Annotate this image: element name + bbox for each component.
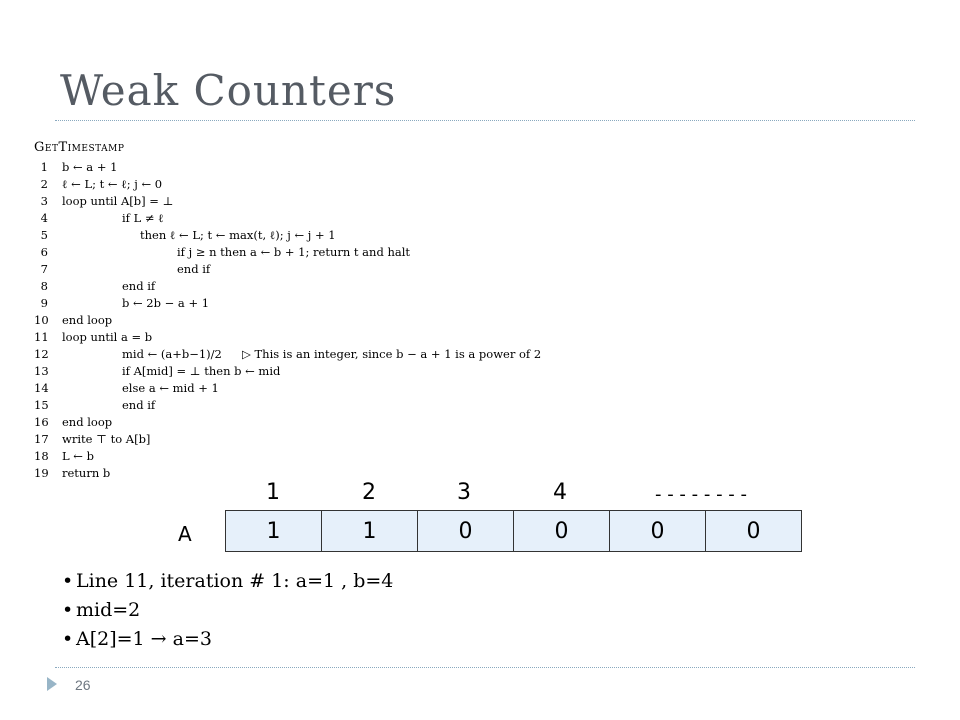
- code-line: [34, 397, 156, 414]
- code-text: end if: [177, 262, 211, 276]
- line-number: 2: [40, 177, 48, 191]
- code-text: b ← 2b − a + 1: [122, 296, 210, 310]
- code-text: return b: [62, 466, 111, 480]
- array-index-ellipsis: - - - - - - - -: [655, 484, 748, 505]
- array-cell: 0: [514, 511, 610, 551]
- line-number: 14: [34, 381, 49, 395]
- code-line: [34, 414, 124, 431]
- code-text: if A[mid] = ⊥ then b ← mid: [122, 364, 281, 378]
- line-number: 1: [40, 160, 48, 174]
- code-line: [34, 278, 156, 295]
- code-text: then ℓ ← L; t ← max(t, ℓ); j ← j + 1: [140, 228, 336, 242]
- code-comment: ▷ This is an integer, since b − a + 1 is a power of 2: [242, 347, 542, 361]
- code-line: [34, 329, 153, 346]
- bullet-list: [62, 567, 393, 654]
- line-number: 7: [40, 262, 48, 276]
- bullet-item: • A[2]=1 → a=3: [62, 625, 393, 654]
- code-line: [34, 176, 163, 193]
- line-number: 19: [34, 466, 49, 480]
- line-number: 6: [40, 245, 48, 259]
- line-number: 4: [40, 211, 48, 225]
- code-line: [34, 159, 124, 176]
- line-number: 5: [40, 228, 48, 242]
- array-cell: 0: [418, 511, 514, 551]
- code-text: end loop: [62, 415, 113, 429]
- footer-divider: [55, 667, 915, 668]
- bullet-item: • Line 11, iteration # 1: a=1 , b=4: [62, 567, 393, 596]
- line-number: 3: [40, 194, 48, 208]
- code-line: [34, 210, 164, 227]
- code-text: end if: [122, 398, 156, 412]
- array-index: 3: [457, 480, 471, 505]
- algorithm-name: GetTimestamp: [34, 140, 125, 155]
- code-text: L ← b: [62, 449, 94, 463]
- line-number: 18: [34, 449, 49, 463]
- line-number: 17: [34, 432, 49, 446]
- code-line: [34, 193, 174, 210]
- code-line: [34, 295, 210, 312]
- code-line: [34, 448, 124, 465]
- slide-title: Weak Counters: [60, 66, 397, 115]
- code-line: [34, 431, 151, 448]
- code-line: [34, 346, 542, 363]
- code-line: [34, 380, 219, 397]
- code-line: [34, 261, 211, 278]
- line-number: 11: [34, 330, 49, 344]
- array-cell: 1: [226, 511, 322, 551]
- page-number: 26: [75, 677, 91, 693]
- array-index: 2: [362, 480, 376, 505]
- code-text: if L ≠ ℓ: [122, 211, 164, 225]
- code-text: write ⊤ to A[b]: [62, 432, 151, 446]
- code-line: [34, 312, 124, 329]
- line-number: 10: [34, 313, 49, 327]
- line-number: 15: [34, 398, 49, 412]
- code-text: else a ← mid + 1: [122, 381, 219, 395]
- bullet-item: • mid=2: [62, 596, 393, 625]
- code-line: [34, 244, 411, 261]
- code-line: [34, 227, 336, 244]
- array-index: 4: [553, 480, 567, 505]
- line-number: 9: [40, 296, 48, 310]
- code-line: [34, 363, 281, 380]
- algorithm-listing: [34, 140, 542, 482]
- array-cells: [225, 510, 802, 552]
- code-text: b ← a + 1: [62, 160, 118, 174]
- title-divider: [55, 120, 915, 121]
- code-text: ℓ ← L; t ← ℓ; j ← 0: [62, 177, 163, 191]
- code-text: loop until A[b] = ⊥: [62, 194, 174, 208]
- line-number: 13: [34, 364, 49, 378]
- code-text: loop until a = b: [62, 330, 153, 344]
- code-text: mid ← (a+b−1)/2: [122, 347, 222, 361]
- code-text: end if: [122, 279, 156, 293]
- array-index: 1: [266, 480, 280, 505]
- line-number: 16: [34, 415, 49, 429]
- array-cell: 0: [706, 511, 801, 551]
- line-number: 12: [34, 347, 49, 361]
- array-cell: 0: [610, 511, 706, 551]
- code-text: if j ≥ n then a ← b + 1; return t and halt: [177, 245, 411, 259]
- line-number: 8: [40, 279, 48, 293]
- array-label: A: [178, 522, 192, 546]
- array-cell: 1: [322, 511, 418, 551]
- code-line: [34, 465, 124, 482]
- triangle-marker-icon: [47, 677, 57, 691]
- code-text: end loop: [62, 313, 113, 327]
